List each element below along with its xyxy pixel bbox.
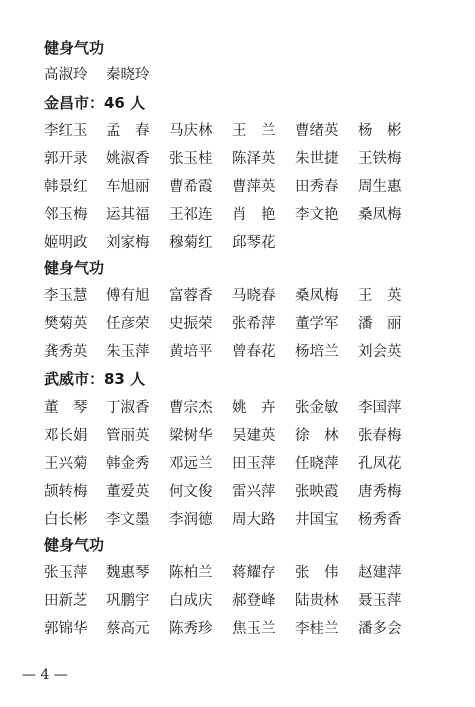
person-name: 陆贵林	[295, 593, 339, 609]
person-name: 杨培兰	[295, 344, 339, 360]
person-name: 邻玉梅	[44, 207, 88, 223]
person-name: 刘会英	[358, 344, 402, 360]
person-name: 徐 林	[295, 428, 339, 444]
person-name: 田新芝	[44, 593, 88, 609]
person-name: 王铁梅	[358, 151, 402, 167]
person-name: 王 英	[358, 288, 402, 304]
person-name: 樊菊英	[44, 316, 88, 332]
person-name: 李文墨	[106, 512, 150, 528]
person-name: 潘多会	[358, 621, 402, 637]
person-name: 李润德	[169, 512, 213, 528]
person-name: 张金敏	[295, 400, 339, 416]
person-name: 任晓萍	[295, 456, 339, 472]
person-name: 焦玉兰	[232, 621, 276, 637]
person-name: 白长彬	[44, 512, 88, 528]
person-name: 吴建英	[232, 428, 276, 444]
page-number: — 4 —	[22, 667, 68, 683]
person-name: 李红玉	[44, 123, 88, 139]
section-heading: 健身气功	[44, 259, 105, 277]
person-name: 高淑玲	[44, 67, 88, 83]
person-name: 曹绪英	[295, 123, 339, 139]
section-heading: 健身气功	[44, 39, 105, 57]
person-name: 朱玉萍	[106, 344, 150, 360]
person-name: 曹萍英	[232, 179, 276, 195]
person-name: 富蓉香	[169, 288, 213, 304]
person-name: 陈柏兰	[169, 565, 213, 581]
person-name: 雷兴萍	[232, 484, 276, 500]
person-name: 陈秀珍	[169, 621, 213, 637]
person-name: 郭开录	[44, 151, 88, 167]
person-name: 丁淑香	[106, 400, 150, 416]
person-name: 朱世捷	[295, 151, 339, 167]
person-name: 孟 春	[106, 123, 150, 139]
person-name: 颉转梅	[44, 484, 88, 500]
person-name: 穆菊红	[169, 235, 213, 251]
person-name: 张春梅	[358, 428, 402, 444]
person-name: 姚淑香	[106, 151, 150, 167]
person-name: 井国宝	[295, 512, 339, 528]
section-heading: 金昌市：46 人	[44, 94, 146, 112]
section-heading: 武威市：83 人	[44, 370, 146, 388]
person-name: 赵建萍	[358, 565, 402, 581]
person-name: 韩金秀	[106, 456, 150, 472]
person-name: 韩景红	[44, 179, 88, 195]
person-name: 曹宗杰	[169, 400, 213, 416]
person-name: 唐秀梅	[358, 484, 402, 500]
person-name: 董 琴	[44, 400, 88, 416]
person-name: 桑凤梅	[295, 288, 339, 304]
person-name: 张 伟	[295, 565, 339, 581]
person-name: 曾春花	[232, 344, 276, 360]
person-name: 张玉桂	[169, 151, 213, 167]
person-name: 潘 丽	[358, 316, 402, 332]
person-name: 马庆林	[169, 123, 213, 139]
person-name: 陈泽英	[232, 151, 276, 167]
person-name: 聂玉萍	[358, 593, 402, 609]
person-name: 李国萍	[358, 400, 402, 416]
person-name: 运其福	[106, 207, 150, 223]
person-name: 任彦荣	[106, 316, 150, 332]
person-name: 邓长娟	[44, 428, 88, 444]
person-name: 刘家梅	[106, 235, 150, 251]
person-name: 龚秀英	[44, 344, 88, 360]
person-name: 车旭丽	[106, 179, 150, 195]
person-name: 曹希霞	[169, 179, 213, 195]
person-name: 白成庆	[169, 593, 213, 609]
person-name: 管丽英	[106, 428, 150, 444]
person-name: 董学军	[295, 316, 339, 332]
person-name: 王祁连	[169, 207, 213, 223]
person-name: 傅有旭	[106, 288, 150, 304]
person-name: 董爱英	[106, 484, 150, 500]
person-name: 邓远兰	[169, 456, 213, 472]
person-name: 田玉萍	[232, 456, 276, 472]
person-name: 张希萍	[232, 316, 276, 332]
section-heading: 健身气功	[44, 536, 105, 554]
person-name: 张玉萍	[44, 565, 88, 581]
person-name: 郝登峰	[232, 593, 276, 609]
person-name: 巩鹏宇	[106, 593, 150, 609]
person-name: 郭锦华	[44, 621, 88, 637]
person-name: 魏惠琴	[106, 565, 150, 581]
person-name: 史振荣	[169, 316, 213, 332]
person-name: 李文艳	[295, 207, 339, 223]
person-name: 张映霞	[295, 484, 339, 500]
person-name: 杨秀香	[358, 512, 402, 528]
person-name: 周大路	[232, 512, 276, 528]
person-name: 姚 卉	[232, 400, 276, 416]
person-name: 何文俊	[169, 484, 213, 500]
person-name: 梁树华	[169, 428, 213, 444]
person-name: 王 兰	[232, 123, 276, 139]
person-name: 李玉慧	[44, 288, 88, 304]
person-name: 肖 艳	[232, 207, 276, 223]
person-name: 李桂兰	[295, 621, 339, 637]
person-name: 黄培平	[169, 344, 213, 360]
person-name: 邱琴花	[232, 235, 276, 251]
person-name: 周生惠	[358, 179, 402, 195]
person-name: 蒋耀存	[232, 565, 276, 581]
person-name: 蔡高元	[106, 621, 150, 637]
person-name: 桑凤梅	[358, 207, 402, 223]
person-name: 杨 彬	[358, 123, 402, 139]
person-name: 孔凤花	[358, 456, 402, 472]
person-name: 田秀春	[295, 179, 339, 195]
person-name: 王兴菊	[44, 456, 88, 472]
person-name: 姬明政	[44, 235, 88, 251]
person-name: 秦晓玲	[106, 67, 150, 83]
person-name: 马晓春	[232, 288, 276, 304]
